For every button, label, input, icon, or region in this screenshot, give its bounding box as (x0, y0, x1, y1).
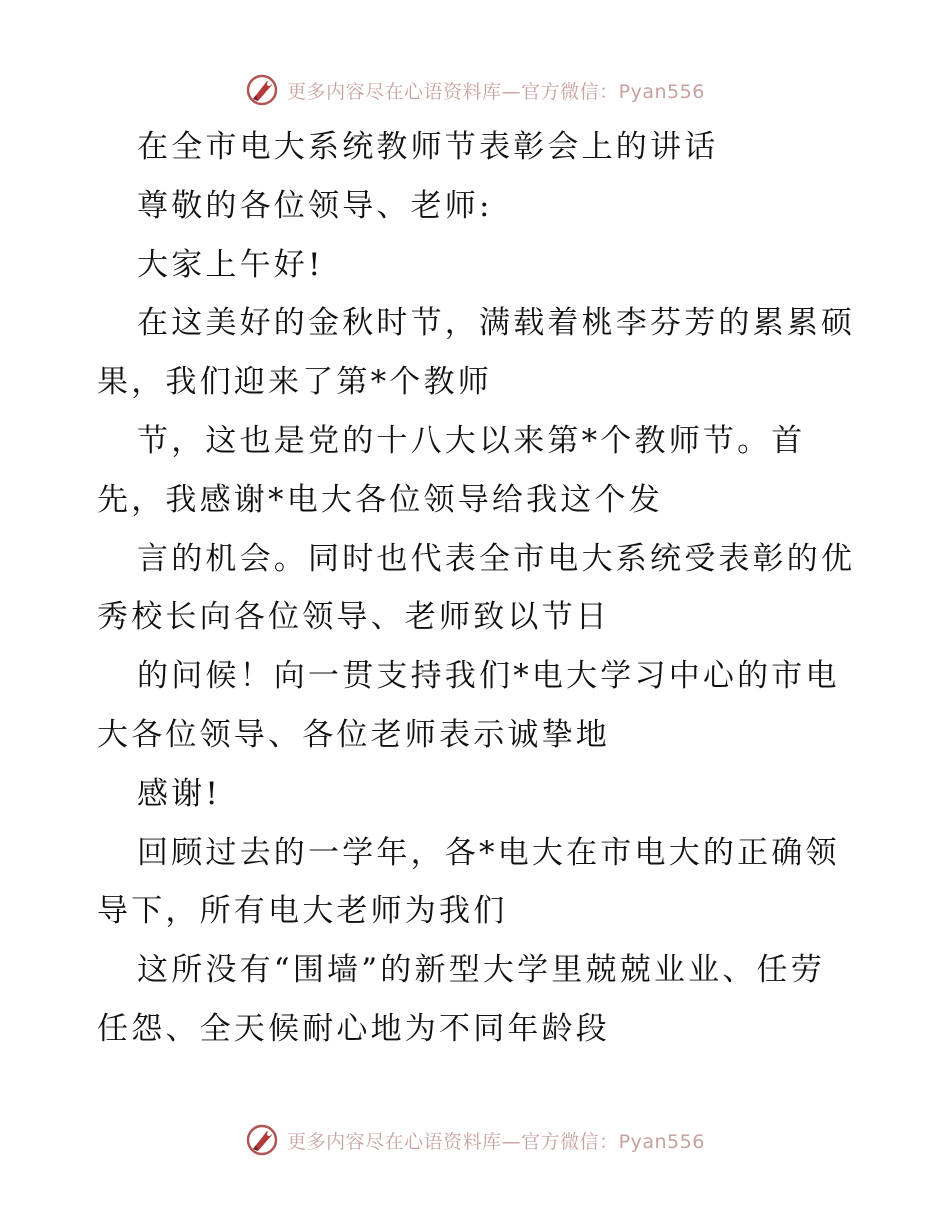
text-line: 感谢! (137, 775, 222, 812)
text-line: 这所没有“围墙”的新型大学里兢兢业业、任劳 (137, 952, 825, 989)
text-line: 在全市电大系统教师节表彰会上的讲话 (137, 129, 719, 165)
text-line: 导下，所有电大老师为我们 (97, 893, 508, 930)
text-line: 秀校长向各位领导、老师致以节日 (97, 599, 610, 636)
text-line: 先，我感谢*电大各位领导给我这个发 (97, 481, 663, 518)
text-line: 的问候！向一贯支持我们*电大学习中心的市电 (137, 658, 840, 695)
text-line: 大家上午好! (137, 246, 324, 283)
pen-nib-logo-icon (245, 1123, 279, 1157)
header-watermark-banner (0, 70, 950, 110)
footer-watermark-text: 更多内容尽在心语资料库—官方微信：Pyan556 (287, 1130, 705, 1153)
text-line: 回顾过去的一学年，各*电大在市电大的正确领 (137, 834, 840, 871)
text-line: 大各位领导、各位老师表示诚挚地 (97, 716, 610, 753)
text-line: 在这美好的金秋时节，满载着桃李芬芳的累累硕 (137, 305, 856, 342)
header-watermark-text: 更多内容尽在心语资料库—官方微信：Pyan556 (287, 80, 705, 103)
document-body (97, 118, 857, 1059)
text-line: 言的机会。同时也代表全市电大系统受表彰的优 (137, 540, 856, 577)
text-line: 任怨、全天候耐心地为不同年龄段 (97, 1010, 610, 1047)
text-line: 尊敬的各位领导、老师: (137, 187, 493, 224)
text-line: 果，我们迎来了第*个教师 (97, 364, 492, 401)
footer-watermark-banner (0, 1120, 950, 1160)
text-line: 节，这也是党的十八大以来第*个教师节。首 (137, 422, 806, 459)
pen-nib-logo-icon (245, 73, 279, 107)
